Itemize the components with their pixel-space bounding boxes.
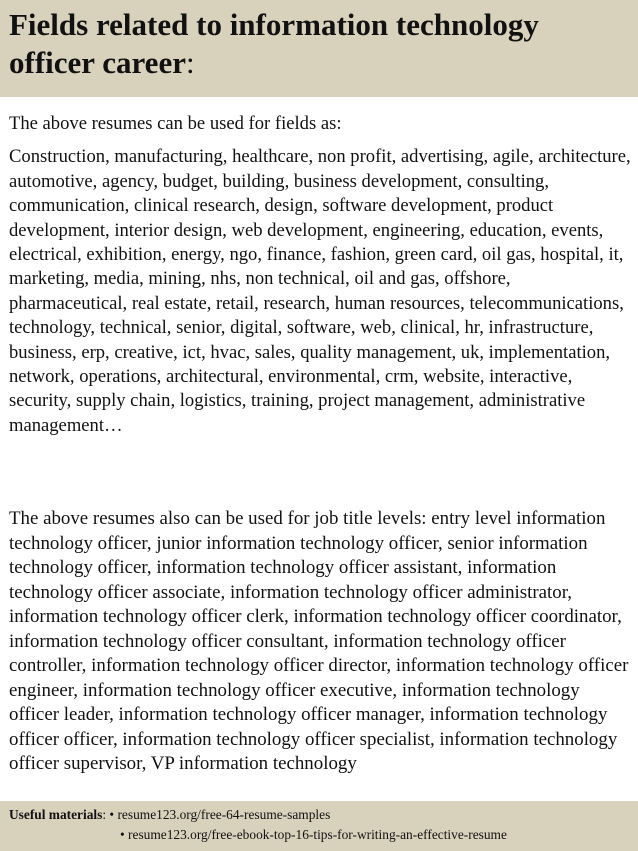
title-banner [0,0,638,97]
page-title-colon: : [185,45,195,80]
fields-list-text: Construction, manufacturing, healthcare, non profit, advertising, agile, architecture, automotive, agency, budget, building, business development, consulting, communication, clinical research, design, software development, product development, interior design, web development, engineering, education, events, electrical, exhibition, energy, ngo, finance, fashion, green card, oil gas, hospital, it, marketing, media, mining, nhs, non technical, oil and gas, offshore, pharmaceutical, real estate, retail, research, human resources, telecommunications, technology, technical, senior, digital, software, web, clinical, hr, infrastructure, business, erp, creative, ict, hvac, sales, quality management, uk, implementation, network, operations, architectural, environmental, crm, website, interactive, security, supply chain, logistics, training, project management, administrative management… [9,146,631,436]
footer-banner [0,801,638,851]
job-levels-text: The above resumes also can be used for job title levels: entry level information technology officer, junior information technology officer, senior information technology officer, information technology officer assistant, information technology officer associate, information technology officer administrator, information technology officer clerk, information technology officer coordinator, information technology officer consultant, information technology officer controller, information technology officer director, information technology officer engineer, information technology officer executive, information technology officer leader, information technology officer manager, information technology officer officer, information technology officer specialist, information technology officer supervisor, VP information technology [9,508,629,774]
page-title [9,6,629,82]
footer-separator: : [102,807,110,822]
footer-row-1 [9,805,330,825]
intro-text: The above resumes can be used for fields as: [9,113,342,134]
bullet-icon: • [120,827,129,842]
bullet-icon: • [109,807,118,822]
page-title-text: Fields related to information technology officer career [9,7,539,80]
main-content [9,112,631,449]
ebook-tips-link[interactable]: resume123.org/free-ebook-top-16-tips-for-writing-an-effective-resume [128,827,507,842]
useful-materials-label: Useful materials [9,807,103,822]
footer-row-2 [120,825,507,845]
job-levels-section [9,507,634,801]
resume-samples-link[interactable]: resume123.org/free-64-resume-samples [117,807,331,822]
